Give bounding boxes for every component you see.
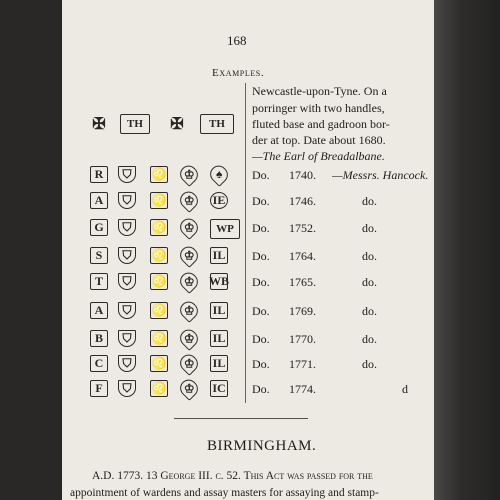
town-mark-shield-icon: ⛉ (118, 166, 136, 183)
date-letter-mark: B (90, 330, 108, 347)
year-value: 1770. (289, 332, 316, 346)
ditto-label: Do. (252, 382, 270, 396)
town-mark-shield-icon: ⛉ (118, 219, 136, 236)
town-mark-shield-icon: ⛉ (118, 192, 136, 209)
town-mark-shield-icon: ⛉ (118, 380, 136, 397)
section-title: BIRMINGHAM. (207, 438, 317, 454)
ditto-label: Do. (252, 304, 270, 318)
leopard-mark-icon: ♔ (177, 269, 202, 294)
year-value: 1774. (289, 382, 316, 396)
cross-mark-icon: ✠ (92, 115, 106, 133)
date-letter-mark: S (90, 247, 108, 264)
source-attribution: do. (362, 332, 377, 346)
maker-mark: WB (209, 274, 230, 288)
cross-mark-icon: ✠ (170, 115, 184, 133)
description-line: porringer with two handles, (252, 101, 385, 115)
town-mark-shield-icon: ⛉ (118, 330, 136, 347)
year-value: 1769. (289, 304, 316, 318)
description-line: der at top. Date about 1680. (252, 133, 386, 147)
date-letter-mark: R (90, 166, 108, 183)
date-letter-mark: C (90, 355, 108, 372)
leopard-mark-icon: ♔ (177, 326, 202, 351)
page-number: 168 (227, 33, 247, 48)
source-attribution: do. (362, 275, 377, 289)
town-mark-shield-icon: ⛉ (118, 273, 136, 290)
maker-mark: ♠ (207, 162, 232, 187)
ditto-label: Do. (252, 275, 270, 289)
source-attribution: d (402, 382, 408, 396)
year-value: 1740. (289, 168, 316, 182)
maker-mark: IL (210, 355, 228, 372)
book-edge (434, 0, 500, 500)
leopard-mark-icon: ♔ (177, 215, 202, 240)
source-attribution: do. (362, 249, 377, 263)
source-attribution: do. (362, 304, 377, 318)
source-attribution: do. (362, 194, 377, 208)
description-line: Newcastle-upon-Tyne. On a (252, 84, 387, 98)
year-value: 1765. (289, 275, 316, 289)
body-text: A.D. 1773. 13 George III. c. 52. This Act was passed for the (92, 470, 373, 482)
year-value: 1764. (289, 249, 316, 263)
leopard-mark-icon: ♔ (177, 188, 202, 213)
maker-mark: TH (120, 114, 150, 134)
maker-mark: WP (210, 219, 240, 239)
ditto-label: Do. (252, 357, 270, 371)
date-letter-mark: A (90, 192, 108, 209)
source-attribution: do. (362, 357, 377, 371)
ditto-label: Do. (252, 221, 270, 235)
maker-mark: TH (200, 114, 234, 134)
leopard-mark-icon: ♔ (177, 162, 202, 187)
maker-mark: IL (210, 247, 228, 264)
date-letter-mark: F (90, 380, 108, 397)
leopard-mark-icon: ♔ (177, 243, 202, 268)
lion-mark-icon: ♌ (151, 274, 167, 288)
lion-mark-icon: ♌ (151, 331, 167, 345)
date-letter-mark: A (90, 302, 108, 319)
town-mark-shield-icon: ⛉ (118, 302, 136, 319)
lion-mark-icon: ♌ (151, 193, 167, 207)
lion-mark-icon: ♌ (151, 220, 167, 234)
source-attribution: do. (362, 221, 377, 235)
date-letter-mark: G (90, 219, 108, 236)
year-value: 1752. (289, 221, 316, 235)
section-rule (174, 418, 308, 419)
lion-mark-icon: ♌ (151, 356, 167, 370)
lion-mark-icon: ♌ (151, 167, 167, 181)
leopard-mark-icon: ♔ (177, 351, 202, 376)
leopard-mark-icon: ♔ (177, 376, 202, 401)
examples-heading: Examples. (212, 67, 265, 79)
maker-mark: IL (210, 330, 228, 347)
year-value: 1771. (289, 357, 316, 371)
ditto-label: Do. (252, 249, 270, 263)
book-page (62, 0, 434, 500)
lion-mark-icon: ♌ (151, 381, 167, 395)
column-divider (245, 83, 246, 403)
source-attribution: —Messrs. Hancock. (332, 168, 429, 182)
maker-mark: IC (210, 380, 228, 397)
ditto-label: Do. (252, 194, 270, 208)
body-text: appointment of wardens and assay masters for assaying and stamp- (70, 487, 379, 499)
town-mark-shield-icon: ⛉ (118, 247, 136, 264)
date-letter-mark: T (90, 273, 108, 290)
leopard-mark-icon: ♔ (177, 298, 202, 323)
lion-mark-icon: ♌ (151, 303, 167, 317)
maker-mark: IE (210, 192, 228, 209)
description-line: fluted base and gadroon bor- (252, 117, 390, 131)
maker-mark: IL (210, 302, 228, 319)
ditto-label: Do. (252, 332, 270, 346)
town-mark-shield-icon: ⛉ (118, 355, 136, 372)
year-value: 1746. (289, 194, 316, 208)
lion-mark-icon: ♌ (151, 248, 167, 262)
ditto-label: Do. (252, 168, 270, 182)
description-line: —The Earl of Breadalbane. (252, 149, 385, 163)
